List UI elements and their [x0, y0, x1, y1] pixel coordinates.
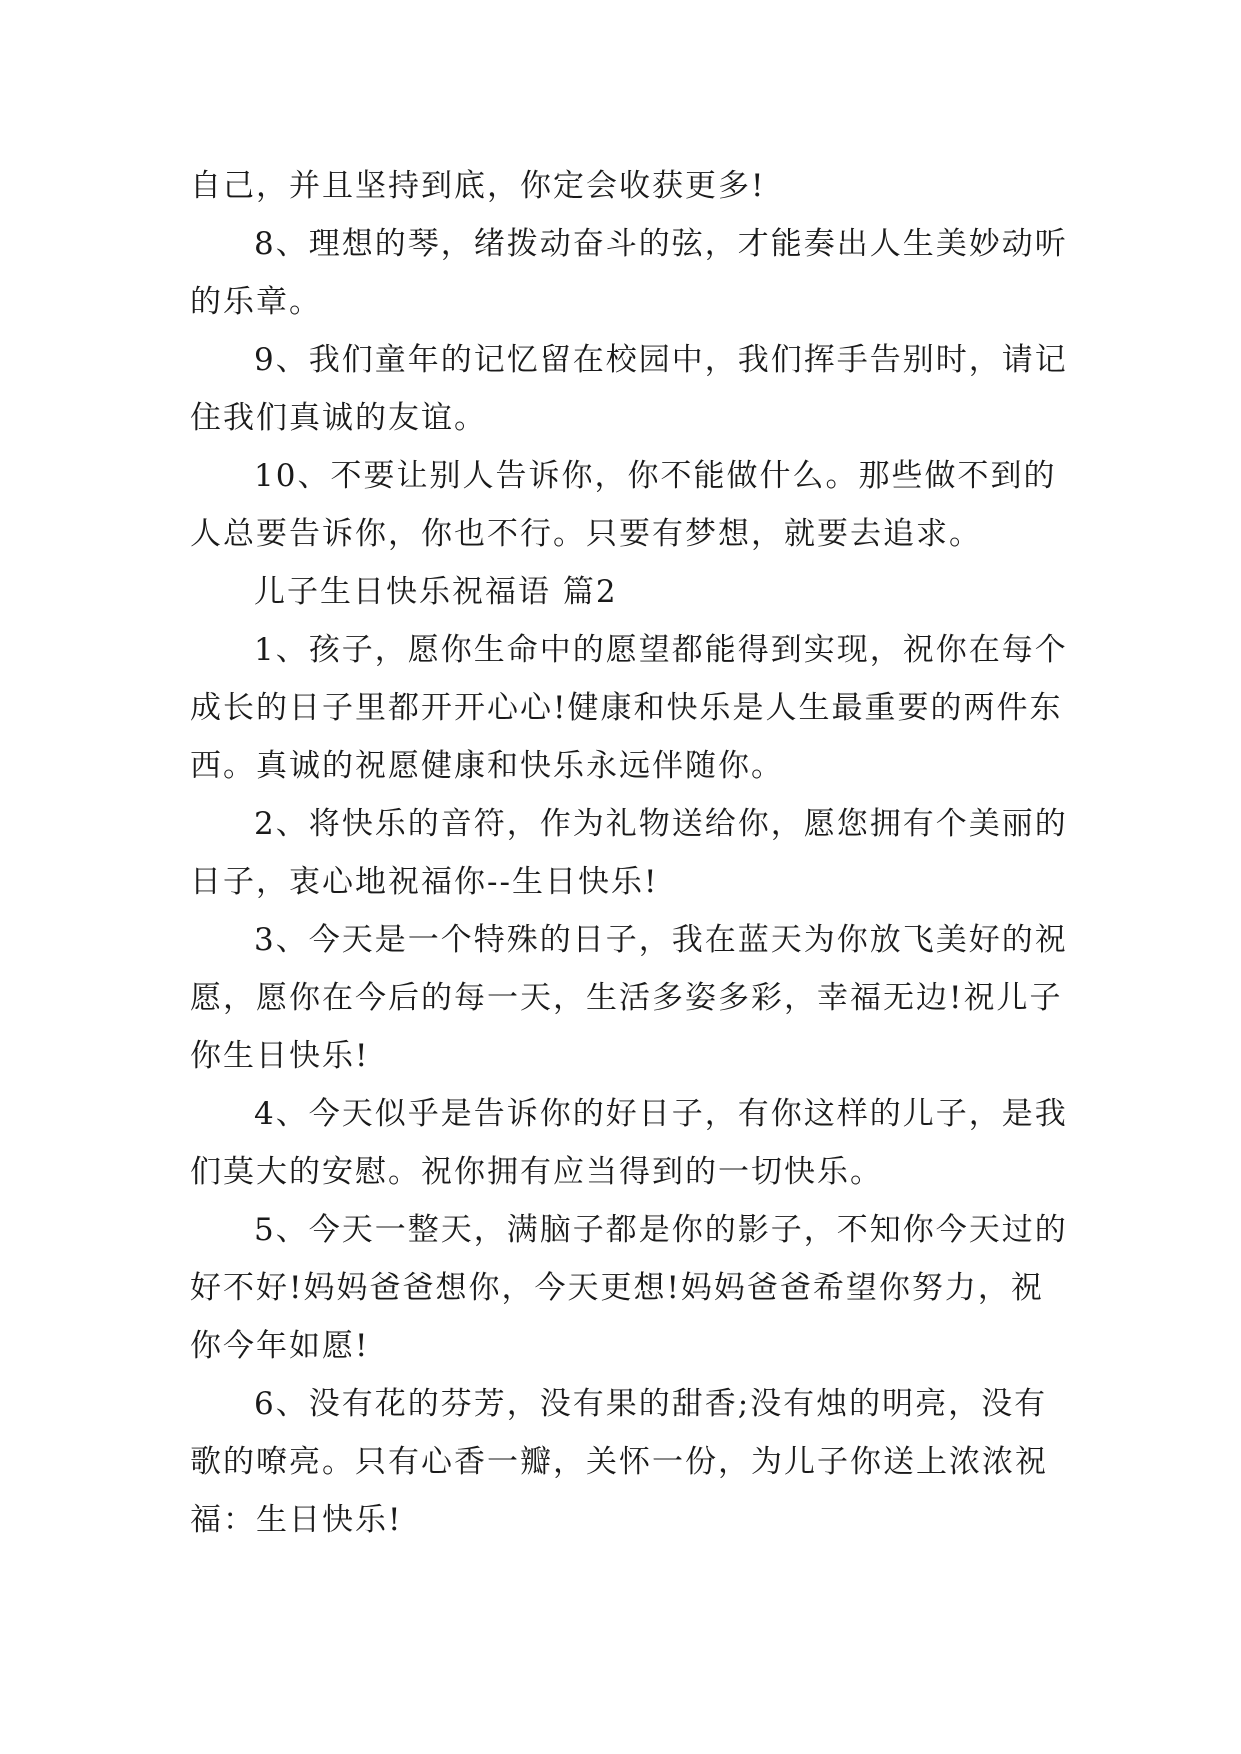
list-item-1: 1、孩子，愿你生命中的愿望都能得到实现，祝你在每个成长的日子里都开开心心!健康和快乐是人生最重要的两件东西。真诚的祝愿健康和快乐永远伴随你。	[190, 632, 1068, 784]
list-item-4: 4、今天似乎是告诉你的好日子，有你这样的儿子，是我们莫大的安慰。祝你拥有应当得到的一切快乐。	[190, 1096, 1068, 1190]
paragraph-continuation: 自己，并且坚持到底，你定会收获更多!	[190, 168, 766, 204]
list-item-6: 6、没有花的芬芳，没有果的甜香;没有烛的明亮，没有歌的嘹亮。只有心香一瓣，关怀一份，为儿子你送上浓浓祝福：生日快乐!	[190, 1386, 1048, 1538]
list-item-8: 8、理想的琴，绪拨动奋斗的弦，才能奏出人生美妙动听的乐章。	[190, 226, 1068, 320]
list-item-5: 5、今天一整天，满脑子都是你的影子，不知你今天过的好不好!妈妈爸爸想你，今天更想!妈妈爸爸希望你努力，祝你今年如愿!	[190, 1212, 1068, 1364]
document-body	[190, 157, 1070, 1549]
section-heading: 儿子生日快乐祝福语 篇2	[254, 574, 618, 610]
list-item-10: 10、不要让别人告诉你，你不能做什么。那些做不到的人总要告诉你，你也不行。只要有梦想，就要去追求。	[190, 458, 1057, 552]
list-item-3: 3、今天是一个特殊的日子，我在蓝天为你放飞美好的祝愿，愿你在今后的每一天，生活多姿多彩，幸福无边!祝儿子你生日快乐!	[190, 922, 1068, 1074]
list-item-2: 2、将快乐的音符，作为礼物送给你，愿您拥有个美丽的日子，衷心地祝福你--生日快乐!	[190, 806, 1068, 900]
list-item-9: 9、我们童年的记忆留在校园中，我们挥手告别时，请记住我们真诚的友谊。	[190, 342, 1068, 436]
